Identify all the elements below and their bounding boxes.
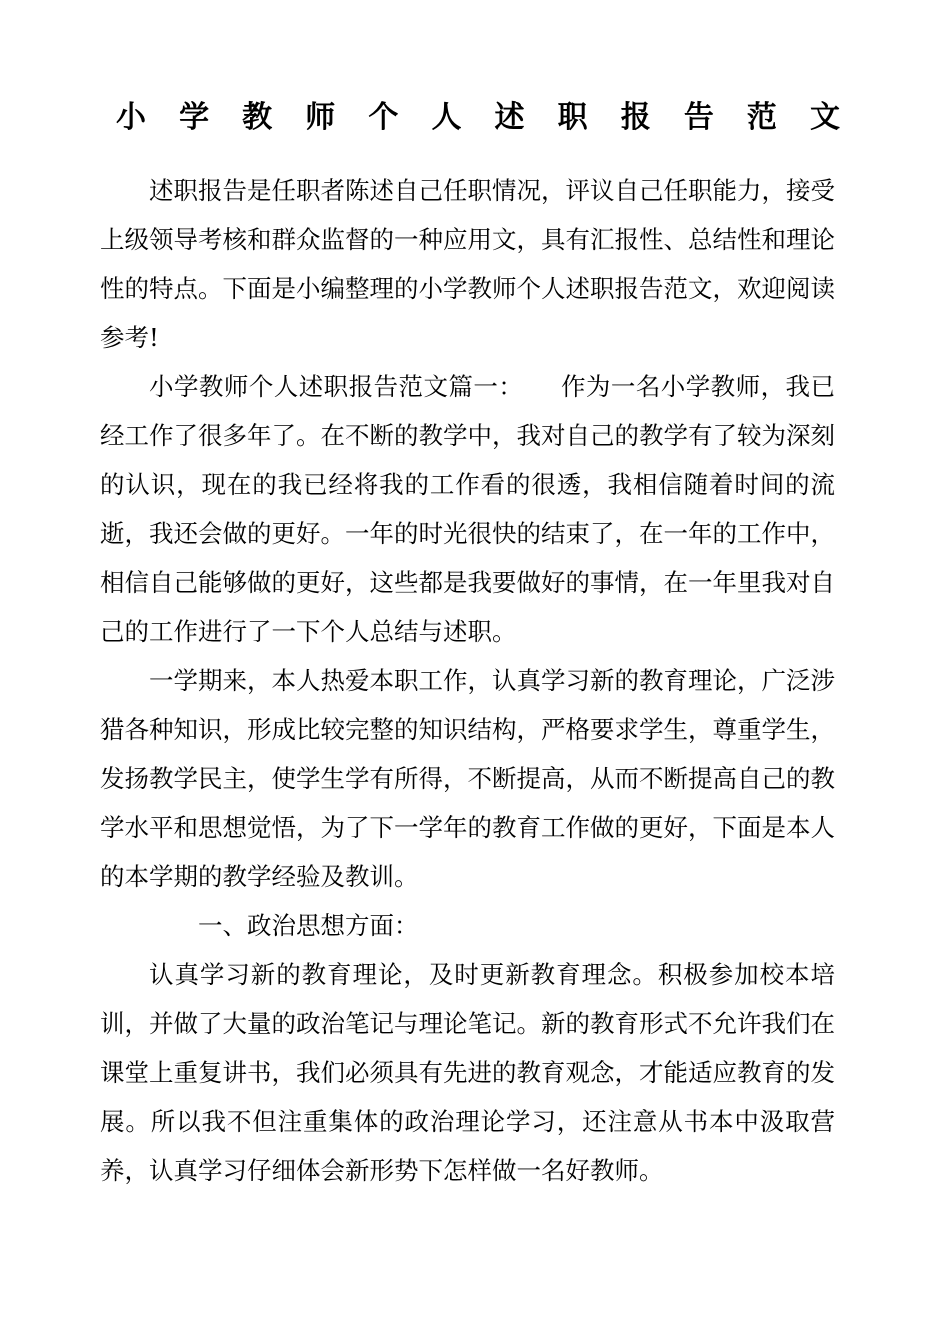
document-body (100, 166, 835, 1195)
section-paragraph: 认真学习新的教育理论，及时更新教育理念。积极参加校本培训，并做了大量的政治笔记与理论笔记。新的教育形式不允许我们在课堂上重复讲书，我们必须具有先进的教育观念，才能适应教育的发展。所以我不但注重集体的政治理论学习，还注意从书本中汲取营养，认真学习仔细体会新形势下怎样做一名好教师。 (100, 960, 835, 1185)
semester-paragraph: 一学期来，本人热爱本职工作，认真学习新的教育理论，广泛涉猎各种知识，形成比较完整的知识结构，严格要求学生，尊重学生，发扬教学民主，使学生学有所得，不断提高，从而不断提高自己的教学水平和思想觉悟，为了下一学年的教育工作做的更好，下面是本人的本学期的教学经验及教训。 (100, 666, 835, 891)
sample-one-paragraph: 小学教师个人述职报告范文篇一： 作为一名小学教师，我已经工作了很多年了。在不断的教学中，我对自己的教学有了较为深刻的认识，现在的我已经将我的工作看的很透，我相信随着时间的流逝，我还会做的更好。一年的时光很快的结束了，在一年的工作中，相信自己能够做的更好，这些都是我要做好的事情，在一年里我对自己的工作进行了一下个人总结与述职。 (100, 372, 835, 646)
document-title: 小学教师个人述职报告范文 (116, 100, 840, 135)
section-heading: 一、政治思想方面： (198, 911, 419, 940)
intro-paragraph: 述职报告是任职者陈述自己任职情况，评议自己任职能力，接受上级领导考核和群众监督的一种应用文，具有汇报性、总结性和理论性的特点。下面是小编整理的小学教师个人述职报告范文，欢迎阅读参考! (100, 176, 835, 352)
